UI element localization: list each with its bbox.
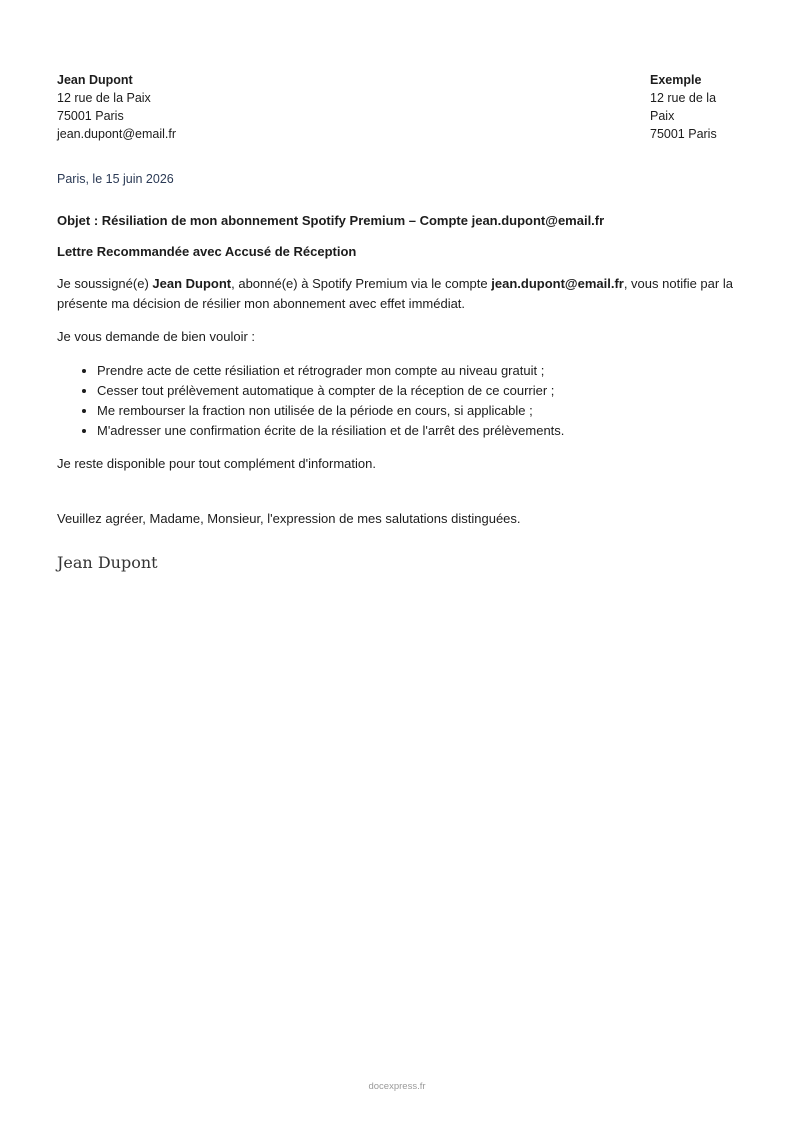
intro-text-1: Je soussigné(e) [57,276,153,291]
sender-email: jean.dupont@email.fr [57,127,177,141]
sender-city: 75001 Paris [57,109,124,123]
request-intro: Je vous demande de bien vouloir : [57,329,256,344]
intro-paragraph [57,274,738,314]
intro-text-2: , abonné(e) à Spotify Premium via le compte [231,276,492,291]
footer-brand: docexpress.fr [368,1081,426,1092]
letter-header [57,71,738,143]
list-item: • Me rembourser la fraction non utilisée de la période en cours, si applicable ; [97,401,738,421]
availability-paragraph: Je reste disponible pour tout complément d'information. [57,456,376,471]
request-list [57,361,738,441]
recipient-city: 75001 Paris [650,127,717,141]
intro-account: jean.dupont@email.fr [491,276,624,291]
list-item: • Cesser tout prélèvement automatique à compter de la réception de ce courrier ; [97,381,738,401]
sender-address [57,71,176,143]
intro-text-3: , vous notifie par la présente ma décision de résilier mon abonnement avec effet immédiat. [57,276,733,311]
intro-name: Jean Dupont [152,276,232,291]
recipient-name: Exemple [650,73,702,87]
salutation-paragraph: Veuillez agréer, Madame, Monsieur, l'expression de mes salutations distinguées. [57,511,521,526]
list-item: • M'adresser une confirmation écrite de la résiliation et de l'arrêt des prélèvements. [97,421,738,441]
letter-page [57,71,738,574]
letter-subject: Objet : Résiliation de mon abonnement Spotify Premium – Compte jean.dupont@email.fr [57,213,605,228]
registered-mail-notice: Lettre Recommandée avec Accusé de Réception [57,244,357,259]
recipient-street: 12 rue de la Paix [650,91,717,123]
sender-street: 12 rue de la Paix [57,91,151,105]
sender-name: Jean Dupont [57,73,133,87]
letter-date: Paris, le 15 juin 2026 [57,172,174,186]
signature: Jean Dupont [57,553,158,572]
list-item: • Prendre acte de cette résiliation et rétrograder mon compte au niveau gratuit ; [97,361,738,381]
recipient-address [650,71,738,143]
